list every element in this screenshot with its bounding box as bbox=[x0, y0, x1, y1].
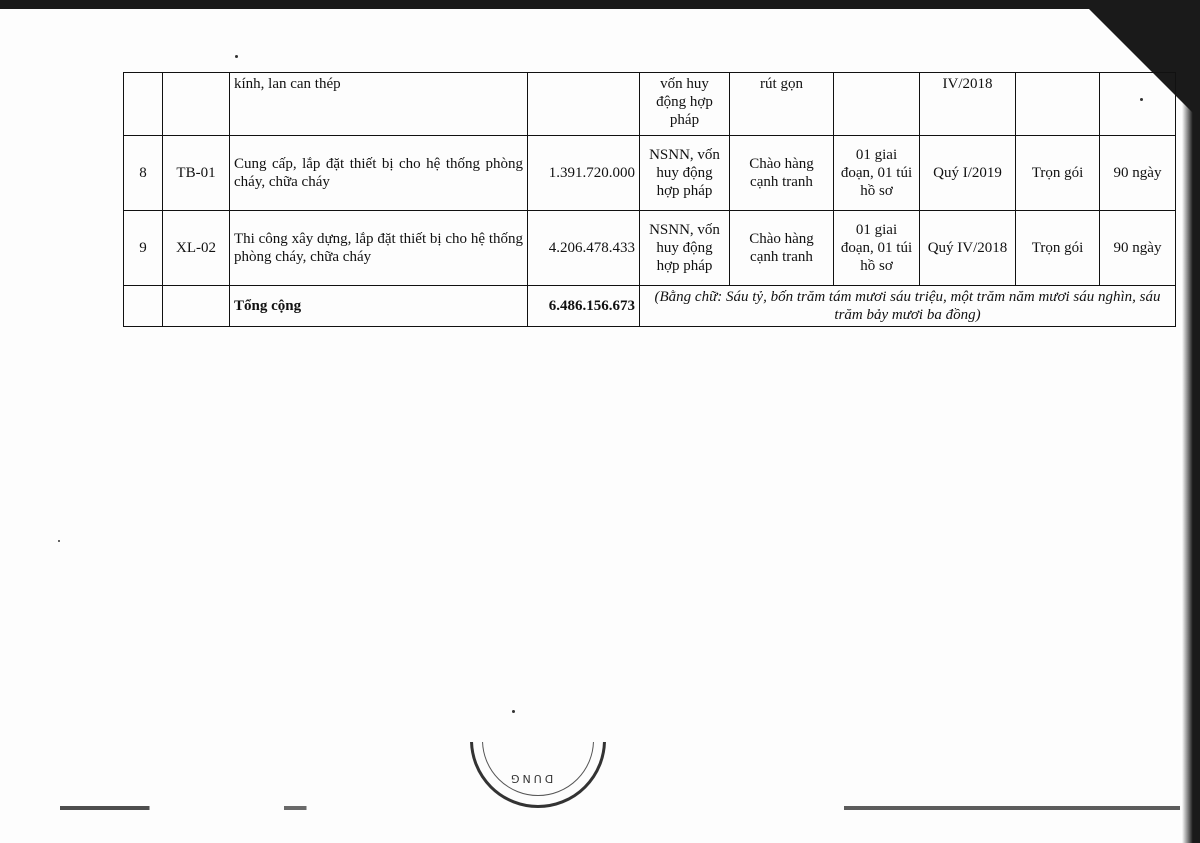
row-duration: 90 ngày bbox=[1100, 211, 1176, 286]
scan-artifact-bottom bbox=[60, 806, 1180, 810]
row-value: 1.391.720.000 bbox=[528, 136, 640, 211]
row-stt: 8 bbox=[124, 136, 163, 211]
table-row bbox=[124, 136, 1176, 211]
row-code bbox=[163, 73, 230, 136]
row-stage: 01 giai đoạn, 01 túi hồ sơ bbox=[834, 211, 920, 286]
row-method: Chào hàng cạnh tranh bbox=[730, 211, 834, 286]
row-contract-type: Trọn gói bbox=[1016, 211, 1100, 286]
official-seal bbox=[470, 742, 610, 812]
row-method: rút gọn bbox=[730, 73, 834, 136]
total-row bbox=[124, 286, 1176, 327]
row-time: Quý I/2019 bbox=[920, 136, 1016, 211]
scan-speck bbox=[235, 55, 238, 58]
row-stage: 01 giai đoạn, 01 túi hồ sơ bbox=[834, 136, 920, 211]
row-code: XL-02 bbox=[163, 211, 230, 286]
row-duration: 90 ngày bbox=[1100, 136, 1176, 211]
scan-speck bbox=[58, 540, 60, 542]
total-in-words: (Bằng chữ: Sáu tỷ, bốn trăm tám mươi sáu triệu, một trăm năm mươi sáu nghìn, sáu trăm bảy mươi ba đồng) bbox=[640, 286, 1176, 327]
row-time: Quý IV/2018 bbox=[920, 211, 1016, 286]
row-time: IV/2018 bbox=[920, 73, 1016, 136]
table-row bbox=[124, 73, 1176, 136]
scan-border-right bbox=[1182, 0, 1200, 843]
row-contract-type bbox=[1016, 73, 1100, 136]
row-name: Cung cấp, lắp đặt thiết bị cho hệ thống phòng cháy, chữa cháy bbox=[230, 136, 528, 211]
row-stage bbox=[834, 73, 920, 136]
row-duration bbox=[1100, 73, 1176, 136]
procurement-table bbox=[123, 72, 1176, 327]
row-source: NSNN, vốn huy động hợp pháp bbox=[640, 136, 730, 211]
seal-text: DUNG bbox=[508, 772, 554, 785]
row-stt: 9 bbox=[124, 211, 163, 286]
row-value: 4.206.478.433 bbox=[528, 211, 640, 286]
scan-speck bbox=[512, 710, 515, 713]
total-label: Tổng cộng bbox=[230, 286, 528, 327]
row-stt bbox=[124, 73, 163, 136]
row-source: NSNN, vốn huy động hợp pháp bbox=[640, 211, 730, 286]
total-value: 6.486.156.673 bbox=[528, 286, 640, 327]
total-empty-cell bbox=[163, 286, 230, 327]
table-row bbox=[124, 211, 1176, 286]
row-contract-type: Trọn gói bbox=[1016, 136, 1100, 211]
row-value bbox=[528, 73, 640, 136]
row-method: Chào hàng cạnh tranh bbox=[730, 136, 834, 211]
row-name: Thi công xây dựng, lắp đặt thiết bị cho hệ thống phòng cháy, chữa cháy bbox=[230, 211, 528, 286]
row-code: TB-01 bbox=[163, 136, 230, 211]
total-empty-cell bbox=[124, 286, 163, 327]
row-source: vốn huy động hợp pháp bbox=[640, 73, 730, 136]
row-name: kính, lan can thép bbox=[230, 73, 528, 136]
scan-border-top bbox=[0, 0, 1200, 9]
scan-speck bbox=[1140, 98, 1143, 101]
